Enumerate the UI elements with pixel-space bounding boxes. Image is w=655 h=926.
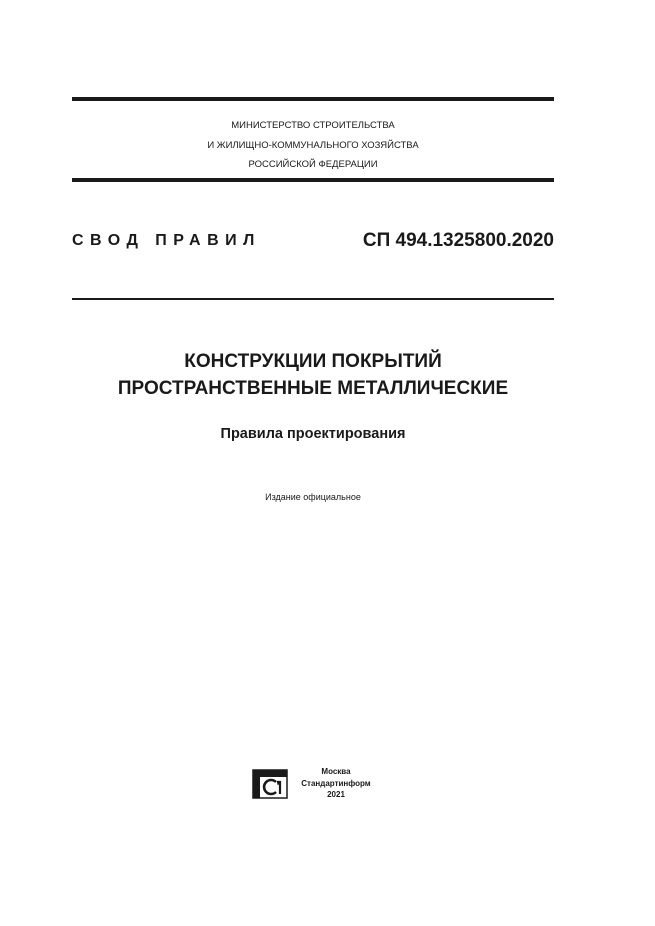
publisher-city: Москва	[321, 767, 351, 776]
publisher-block	[252, 766, 382, 800]
ministry-line-1: МИНИСТЕРСТВО СТРОИТЕЛЬСТВА	[231, 120, 395, 131]
doc-title-line-1: КОНСТРУКЦИИ ПОКРЫТИЙ	[184, 351, 442, 372]
edition-note: Издание официальное	[265, 492, 361, 502]
ministry-block	[72, 116, 554, 175]
doc-code: СП 494.1325800.2020	[362, 230, 554, 251]
ministry-line-3: РОССИЙСКОЙ ФЕДЕРАЦИИ	[248, 159, 378, 170]
thin-rule	[72, 298, 554, 300]
doc-title-line-2: ПРОСТРАНСТВЕННЫЕ МЕТАЛЛИЧЕСКИЕ	[117, 378, 509, 399]
doc-subtitle: Правила проектирования	[220, 426, 406, 442]
standartinform-logo-icon	[252, 769, 288, 799]
publisher-name: Стандартинформ	[301, 778, 371, 788]
publisher-text	[296, 766, 376, 801]
publisher-year: 2021	[327, 790, 345, 799]
doc-title	[72, 348, 554, 402]
top-rule	[72, 97, 554, 101]
middle-rule	[72, 178, 554, 182]
ministry-line-2: И ЖИЛИЩНО-КОММУНАЛЬНОГО ХОЗЯЙСТВА	[207, 139, 419, 151]
doc-type-label: СВОД ПРАВИЛ	[72, 232, 261, 249]
